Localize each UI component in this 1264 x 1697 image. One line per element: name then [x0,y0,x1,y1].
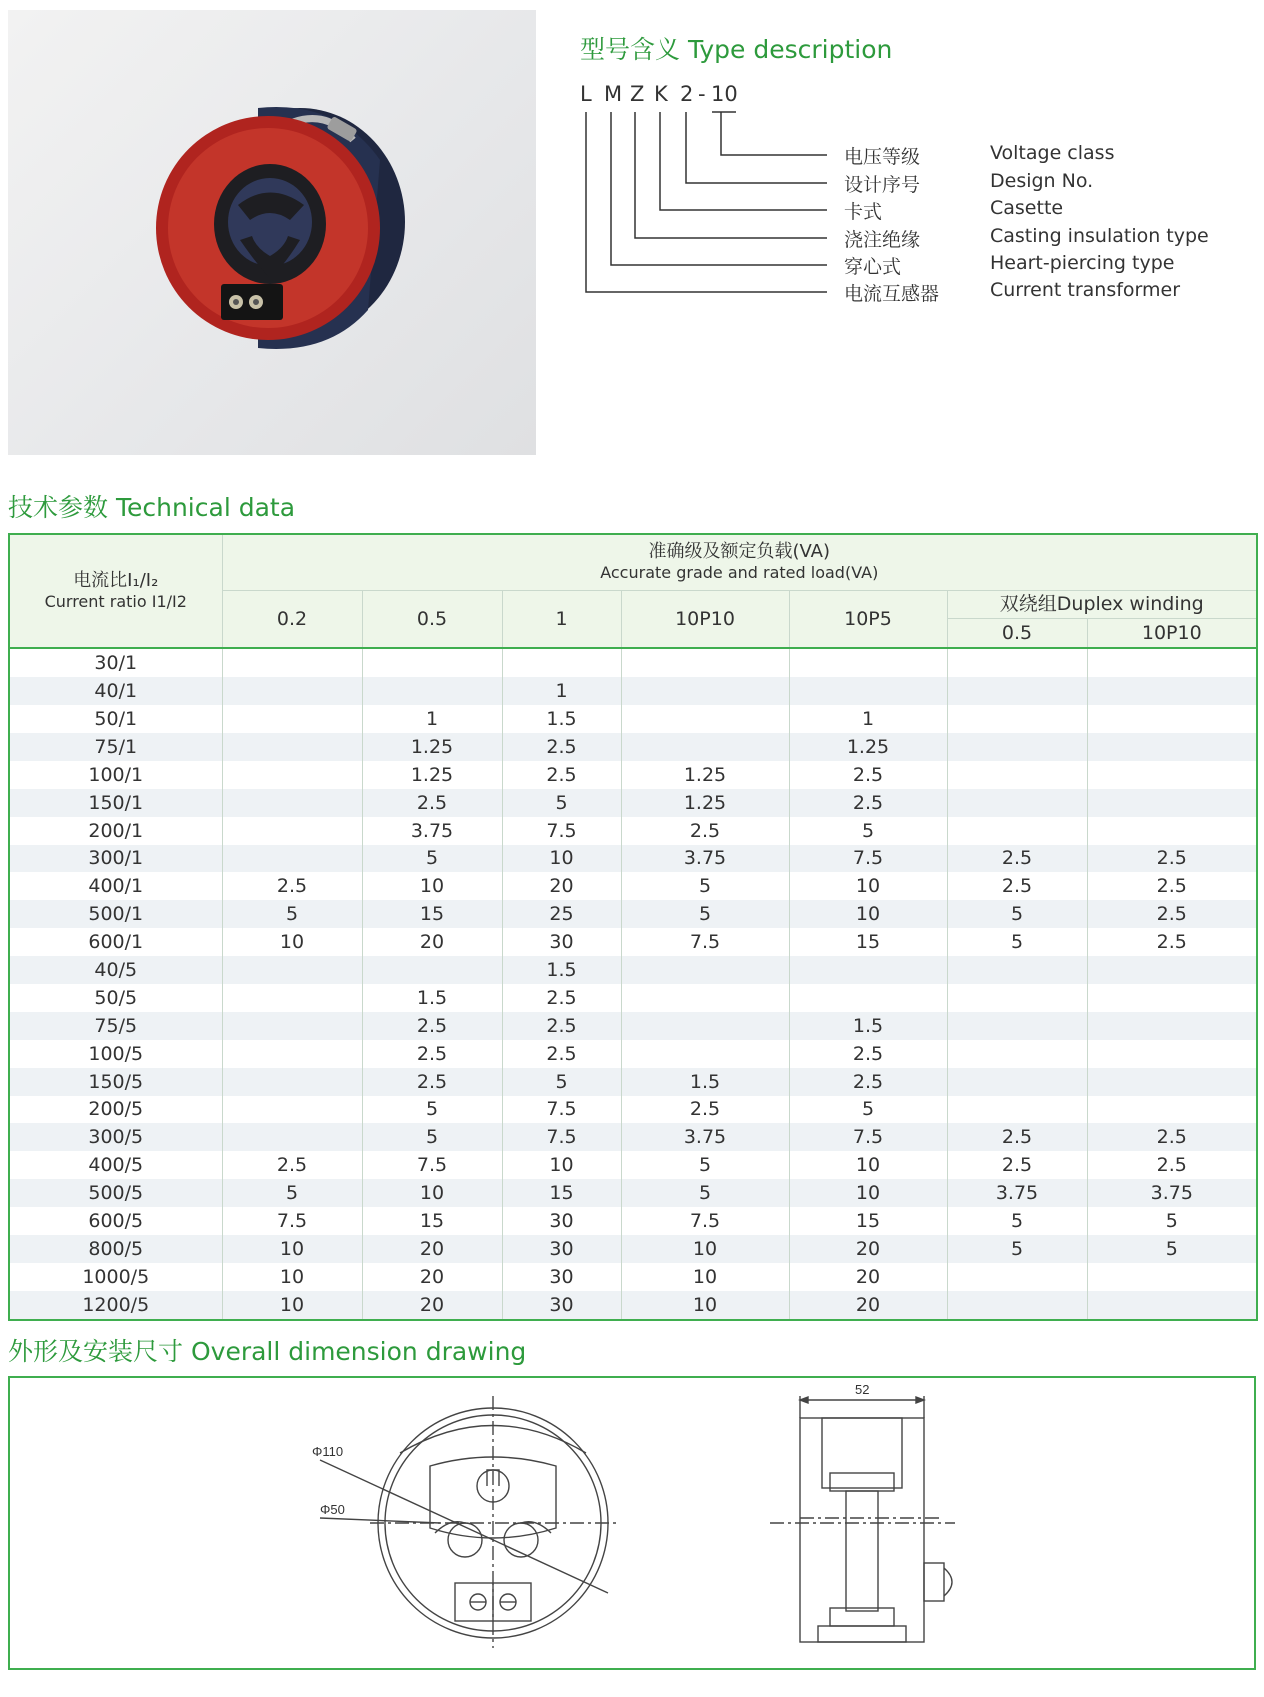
table-row [9,928,1257,956]
value-cell: 5 [621,900,789,928]
value-cell: 2.5 [1087,928,1257,956]
ratio-cell: 100/1 [9,761,222,789]
value-cell [947,956,1087,984]
value-cell [1087,1068,1257,1096]
value-cell: 3.75 [621,845,789,873]
value-cell: 7.5 [502,1123,621,1151]
value-cell: 15 [362,900,502,928]
value-cell: 1.25 [621,761,789,789]
type-item-en: Design No. [990,170,1094,192]
type-item-cn: 设计序号 [844,174,921,196]
ratio-cell: 300/5 [9,1123,222,1151]
value-cell: 10 [789,900,947,928]
header-column: 10P10 [621,590,789,648]
value-cell: 2.5 [222,872,362,900]
value-cell: 5 [947,1235,1087,1263]
value-cell: 1.5 [362,984,502,1012]
ratio-cell: 600/5 [9,1207,222,1235]
value-cell [222,1012,362,1040]
value-cell [222,845,362,873]
value-cell: 5 [947,900,1087,928]
header-column: 1 [502,590,621,648]
value-cell: 20 [502,872,621,900]
value-cell: 10 [789,1151,947,1179]
value-cell: 2.5 [789,1040,947,1068]
value-cell: 20 [362,1263,502,1291]
header-accuracy-group: 准确级及额定负载(VA) Accurate grade and rated load(VA) [222,534,1257,590]
value-cell: 3.75 [1087,1179,1257,1207]
value-cell: 5 [947,928,1087,956]
value-cell: 30 [502,1263,621,1291]
value-cell: 2.5 [362,1068,502,1096]
value-cell: 20 [789,1235,947,1263]
value-cell: 1 [789,705,947,733]
value-cell [1087,705,1257,733]
value-cell [947,648,1087,677]
technical-data-title [8,488,295,524]
value-cell [621,1012,789,1040]
value-cell [502,648,621,677]
value-cell [621,956,789,984]
table-row [9,872,1257,900]
type-description-title-en: Type description [687,35,893,64]
value-cell [1087,1040,1257,1068]
value-cell: 2.5 [502,984,621,1012]
value-cell: 1.25 [362,761,502,789]
value-cell: 5 [1087,1235,1257,1263]
ratio-cell: 40/1 [9,677,222,705]
value-cell: 2.5 [621,1096,789,1124]
type-description-title-cn: 型号含义 [580,35,681,64]
value-cell [947,705,1087,733]
value-cell [947,1291,1087,1320]
value-cell: 5 [502,1068,621,1096]
value-cell: 10 [789,1179,947,1207]
value-cell: 5 [1087,1207,1257,1235]
header-column: 0.2 [222,590,362,648]
value-cell [947,761,1087,789]
value-cell [222,648,362,677]
value-cell: 30 [502,1207,621,1235]
code-letter: Z [630,82,645,106]
value-cell [621,733,789,761]
ratio-cell: 40/5 [9,956,222,984]
value-cell [222,956,362,984]
table-row [9,1151,1257,1179]
value-cell: 15 [789,1207,947,1235]
ratio-cell: 50/5 [9,984,222,1012]
value-cell: 1.5 [502,705,621,733]
value-cell: 2.5 [947,845,1087,873]
table-row [9,1291,1257,1320]
ratio-cell: 500/1 [9,900,222,928]
table-row [9,900,1257,928]
value-cell: 20 [362,1235,502,1263]
value-cell [1087,761,1257,789]
type-item-en: Heart-piercing type [990,252,1175,274]
value-cell: 10 [222,1263,362,1291]
type-item-en: Voltage class [990,142,1115,164]
value-cell: 15 [362,1207,502,1235]
value-cell: 2.5 [947,1123,1087,1151]
value-cell [222,1096,362,1124]
ratio-cell: 1000/5 [9,1263,222,1291]
code-letter: K [654,82,668,106]
code-letter: M [604,82,623,106]
value-cell: 15 [502,1179,621,1207]
value-cell [621,984,789,1012]
value-cell [789,648,947,677]
table-row [9,733,1257,761]
value-cell: 15 [789,928,947,956]
value-cell: 2.5 [1087,900,1257,928]
value-cell: 7.5 [362,1151,502,1179]
value-cell [947,817,1087,845]
value-cell: 2.5 [1087,845,1257,873]
ratio-cell: 200/5 [9,1096,222,1124]
value-cell: 2.5 [789,1068,947,1096]
value-cell: 2.5 [362,1012,502,1040]
value-cell: 30 [502,1235,621,1263]
value-cell: 2.5 [947,872,1087,900]
dimension-drawing-box [8,1376,1256,1670]
technical-data-title-en: Technical data [115,493,296,522]
table-row [9,761,1257,789]
ratio-cell: 150/1 [9,789,222,817]
value-cell [222,761,362,789]
type-item-en: Casette [990,197,1064,219]
header-current-ratio: 电流比I₁/I₂ Current ratio I1/I2 [9,534,222,648]
value-cell: 5 [947,1207,1087,1235]
table-row [9,1096,1257,1124]
header-duplex-winding: 双绕组Duplex winding [947,590,1257,619]
table-row [9,956,1257,984]
value-cell: 10 [222,1291,362,1320]
dimension-title [8,1332,526,1368]
value-cell [1087,733,1257,761]
value-cell [222,984,362,1012]
table-row [9,1179,1257,1207]
value-cell: 20 [789,1291,947,1320]
table-row [9,1068,1257,1096]
value-cell: 2.5 [947,1151,1087,1179]
table-row [9,789,1257,817]
code-letter: L [580,82,592,106]
table-row [9,1207,1257,1235]
value-cell: 10 [222,928,362,956]
table-row [9,1263,1257,1291]
ratio-cell: 50/1 [9,705,222,733]
value-cell: 1.25 [621,789,789,817]
value-cell [1087,956,1257,984]
value-cell: 1.25 [362,733,502,761]
value-cell: 5 [621,1151,789,1179]
value-cell [947,1040,1087,1068]
dimension-drawing [10,1378,1254,1668]
value-cell: 5 [362,1096,502,1124]
value-cell: 1 [502,677,621,705]
type-item-en: Current transformer [990,279,1181,301]
value-cell: 5 [362,845,502,873]
header-column: 10P5 [789,590,947,648]
technical-data-body [9,648,1257,1319]
table-row [9,1123,1257,1151]
dimension-title-cn: 外形及安装尺寸 [8,1337,184,1366]
value-cell: 5 [789,817,947,845]
value-cell [947,677,1087,705]
value-cell: 3.75 [621,1123,789,1151]
table-row [9,984,1257,1012]
value-cell [362,677,502,705]
value-cell: 7.5 [789,845,947,873]
header-column: 0.5 [362,590,502,648]
code-letter: - [698,82,706,106]
value-cell: 2.5 [621,817,789,845]
type-item-cn: 穿心式 [844,256,902,278]
header-duplex-column: 10P10 [1087,619,1257,648]
value-cell [222,1040,362,1068]
value-cell: 10 [621,1291,789,1320]
ratio-cell: 150/5 [9,1068,222,1096]
value-cell [947,789,1087,817]
value-cell: 20 [789,1263,947,1291]
type-item-cn: 浇注绝缘 [844,229,921,251]
dimension-title-en: Overall dimension drawing [190,1337,527,1366]
code-letter: 10 [711,82,738,106]
inner-diameter-label: Φ50 [320,1502,345,1517]
value-cell: 10 [362,1179,502,1207]
value-cell: 2.5 [789,761,947,789]
value-cell: 7.5 [222,1207,362,1235]
value-cell: 10 [502,1151,621,1179]
value-cell [789,984,947,1012]
header-duplex-column: 0.5 [947,619,1087,648]
width-label: 52 [855,1382,870,1397]
value-cell: 2.5 [789,789,947,817]
value-cell [621,705,789,733]
value-cell [222,733,362,761]
value-cell [1087,789,1257,817]
value-cell: 10 [621,1235,789,1263]
value-cell: 10 [502,845,621,873]
type-item-cn: 电流互感器 [844,283,940,305]
ratio-cell: 400/5 [9,1151,222,1179]
value-cell: 2.5 [502,761,621,789]
value-cell [947,1096,1087,1124]
table-row [9,1235,1257,1263]
value-cell [1087,1291,1257,1320]
value-cell: 7.5 [502,1096,621,1124]
value-cell: 1.5 [789,1012,947,1040]
type-item-en: Casting insulation type [990,225,1209,247]
value-cell [1087,984,1257,1012]
code-letter: 2 [680,82,694,106]
value-cell [362,956,502,984]
value-cell: 3.75 [947,1179,1087,1207]
value-cell: 1.5 [621,1068,789,1096]
value-cell: 2.5 [222,1151,362,1179]
value-cell: 20 [362,1291,502,1320]
value-cell [1087,1263,1257,1291]
ratio-cell: 300/1 [9,845,222,873]
value-cell [947,733,1087,761]
value-cell [1087,1096,1257,1124]
table-row [9,1040,1257,1068]
value-cell [947,1012,1087,1040]
value-cell: 5 [621,1179,789,1207]
value-cell: 2.5 [502,1040,621,1068]
value-cell: 2.5 [502,733,621,761]
type-item-cn: 电压等级 [844,146,921,168]
value-cell [1087,648,1257,677]
value-cell [621,677,789,705]
technical-data-table [8,533,1258,1321]
table-row [9,817,1257,845]
value-cell: 2.5 [1087,872,1257,900]
table-row [9,705,1257,733]
ratio-cell: 30/1 [9,648,222,677]
value-cell [621,648,789,677]
value-cell: 5 [222,900,362,928]
ratio-cell: 600/1 [9,928,222,956]
value-cell: 10 [621,1263,789,1291]
value-cell: 5 [222,1179,362,1207]
table-row [9,845,1257,873]
value-cell [222,705,362,733]
ratio-cell: 100/5 [9,1040,222,1068]
ratio-cell: 400/1 [9,872,222,900]
ratio-cell: 75/1 [9,733,222,761]
value-cell [1087,677,1257,705]
ratio-cell: 75/5 [9,1012,222,1040]
value-cell: 2.5 [1087,1123,1257,1151]
ratio-cell: 500/5 [9,1179,222,1207]
value-cell: 2.5 [502,1012,621,1040]
table-row [9,648,1257,677]
outer-diameter-label: Φ110 [312,1444,344,1459]
value-cell: 7.5 [789,1123,947,1151]
value-cell: 5 [789,1096,947,1124]
value-cell: 10 [789,872,947,900]
value-cell: 1 [362,705,502,733]
value-cell [222,677,362,705]
value-cell: 10 [362,872,502,900]
value-cell: 2.5 [362,789,502,817]
value-cell: 2.5 [1087,1151,1257,1179]
value-cell [1087,817,1257,845]
value-cell [947,1263,1087,1291]
table-row [9,1012,1257,1040]
value-cell [362,648,502,677]
value-cell [1087,1012,1257,1040]
table-row [9,677,1257,705]
value-cell: 10 [222,1235,362,1263]
value-cell [222,817,362,845]
ratio-cell: 800/5 [9,1235,222,1263]
value-cell: 20 [362,928,502,956]
value-cell: 5 [621,872,789,900]
value-cell [222,1068,362,1096]
value-cell: 7.5 [621,1207,789,1235]
value-cell: 5 [362,1123,502,1151]
value-cell: 1.5 [502,956,621,984]
ratio-cell: 200/1 [9,817,222,845]
value-cell [222,1123,362,1151]
value-cell: 5 [502,789,621,817]
value-cell [621,1040,789,1068]
value-cell: 2.5 [362,1040,502,1068]
value-cell: 30 [502,928,621,956]
value-cell: 25 [502,900,621,928]
value-cell [947,984,1087,1012]
value-cell: 30 [502,1291,621,1320]
value-cell [789,956,947,984]
value-cell: 1.25 [789,733,947,761]
technical-data-title-cn: 技术参数 [8,493,109,522]
value-cell [222,789,362,817]
value-cell [947,1068,1087,1096]
value-cell: 7.5 [502,817,621,845]
type-item-cn: 卡式 [844,201,883,223]
value-cell [789,677,947,705]
ratio-cell: 1200/5 [9,1291,222,1320]
value-cell: 3.75 [362,817,502,845]
value-cell: 7.5 [621,928,789,956]
